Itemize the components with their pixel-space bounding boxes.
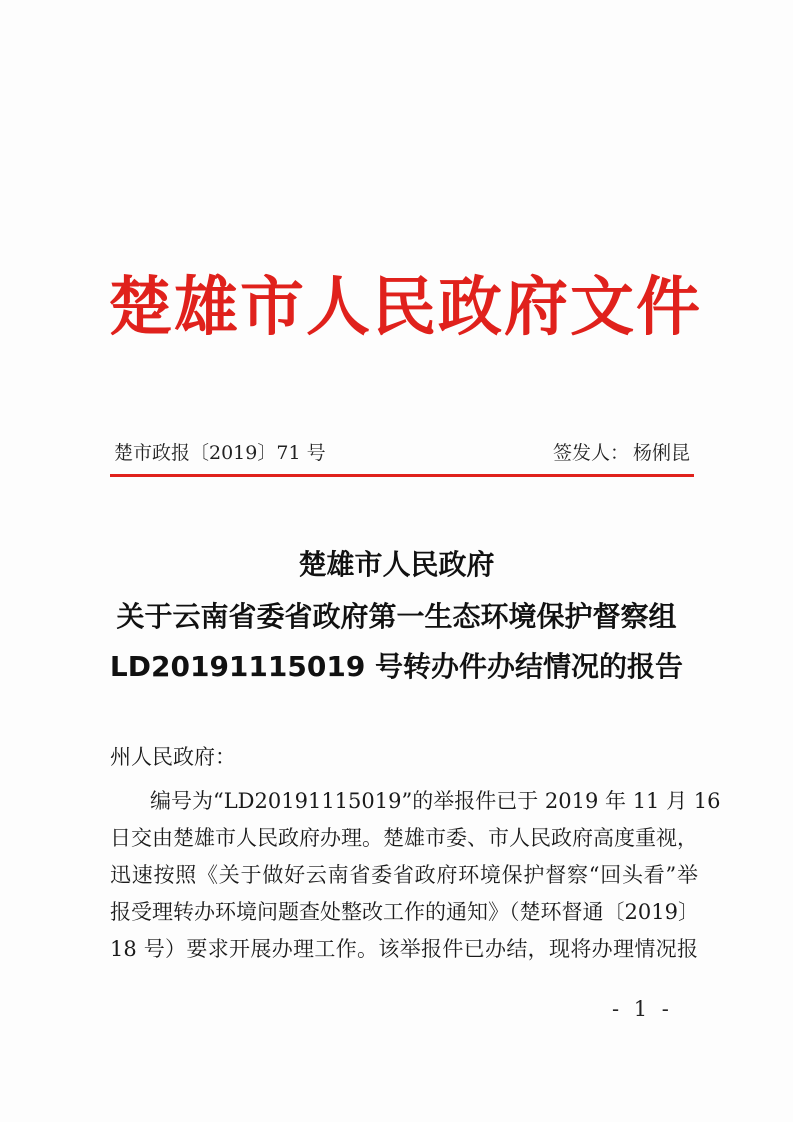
signer-block — [553, 438, 690, 465]
paragraph-line: 报受理转办环境问题查处整改工作的通知》（楚环督通〔2019〕 — [110, 900, 699, 924]
paragraph-line: 日交由楚雄市人民政府办理。楚雄市委、市人民政府高度重视， — [110, 826, 698, 850]
document-number: 楚市政报〔2019〕71 号 — [114, 442, 326, 464]
report-title-line-1: 楚雄市人民政府 — [298, 548, 495, 581]
paragraph-line: 迅速按照《关于做好云南省委省政府环境保护督察“回头看”举 — [110, 863, 698, 887]
paragraph-line: 18 号）要求开展办理工作。该举报件已办结，现将办理情况报 — [110, 937, 698, 961]
salutation: 州人民政府： — [110, 745, 236, 769]
signer-label: 签发人： — [552, 442, 629, 464]
page-number: - 1 - — [612, 997, 673, 1021]
report-title-line-3: LD20191115019 号转办件办结情况的报告 — [109, 650, 684, 683]
signer-name: 杨俐昆 — [632, 442, 690, 464]
masthead-title: 楚雄市人民政府文件 — [108, 271, 702, 345]
red-divider-line — [110, 474, 694, 477]
report-title-line-2: 关于云南省委省政府第一生态环境保护督察组 — [116, 600, 677, 633]
paragraph-line: 编号为“LD20191115019”的举报件已于 2019 年 11 月 16 — [150, 789, 721, 813]
